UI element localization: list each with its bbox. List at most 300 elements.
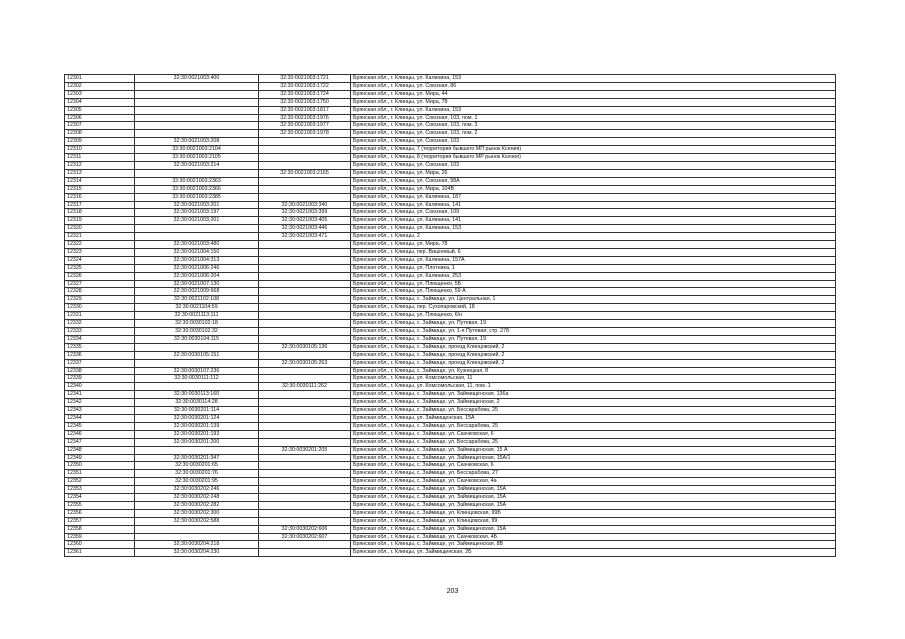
building-cadastral-number-cell bbox=[259, 494, 351, 502]
table-row bbox=[65, 399, 836, 407]
land-cadastral-number-cell: 32:30:0030201:139 bbox=[135, 422, 259, 430]
row-number-cell: 12346 bbox=[65, 430, 135, 438]
land-cadastral-number-cell: 32:30:0030202:588 bbox=[135, 517, 259, 525]
building-cadastral-number-cell bbox=[259, 454, 351, 462]
land-cadastral-number-cell bbox=[135, 130, 259, 138]
table-row bbox=[65, 225, 836, 233]
building-cadastral-number-cell bbox=[259, 248, 351, 256]
row-number-cell: 12335 bbox=[65, 343, 135, 351]
table-row bbox=[65, 280, 836, 288]
land-cadastral-number-cell bbox=[135, 525, 259, 533]
table-row bbox=[65, 177, 836, 185]
land-cadastral-number-cell: 32:30:0030201:124 bbox=[135, 414, 259, 422]
row-number-cell: 12334 bbox=[65, 335, 135, 343]
row-number-cell: 12352 bbox=[65, 478, 135, 486]
building-cadastral-number-cell bbox=[259, 470, 351, 478]
land-cadastral-number-cell: 32:30:0030201:200 bbox=[135, 438, 259, 446]
building-cadastral-number-cell bbox=[259, 335, 351, 343]
table-row bbox=[65, 304, 836, 312]
land-cadastral-number-cell: 32:30:0030204:230 bbox=[135, 549, 259, 557]
table-row bbox=[65, 446, 836, 454]
address-cell: Брянская обл., г. Клинцы, ул. Плющенко, 59 А bbox=[351, 288, 836, 296]
land-cadastral-number-cell: 32:30:0021113:111 bbox=[135, 312, 259, 320]
table-row bbox=[65, 375, 836, 383]
table-row bbox=[65, 414, 836, 422]
building-cadastral-number-cell bbox=[259, 280, 351, 288]
table-row bbox=[65, 122, 836, 130]
land-cadastral-number-cell: 32:30:0021004:313 bbox=[135, 256, 259, 264]
address-cell: Брянская обл., г. Клинцы, с. Займище, ул. Центральная, 1 bbox=[351, 296, 836, 304]
address-cell: Брянская обл., г. Клинцы, ул. Союзная, 103, пом. 1 bbox=[351, 114, 836, 122]
row-number-cell: 12308 bbox=[65, 130, 135, 138]
building-cadastral-number-cell bbox=[259, 407, 351, 415]
row-number-cell: 12329 bbox=[65, 296, 135, 304]
address-cell: Брянская обл., г. Клинцы, ул. Плющенко, 6/н bbox=[351, 312, 836, 320]
table-row bbox=[65, 470, 836, 478]
address-cell: Брянская обл., г. Клинцы, с. Займище, ул. Скачковская, 4а bbox=[351, 478, 836, 486]
land-cadastral-number-cell bbox=[135, 106, 259, 114]
row-number-cell: 12336 bbox=[65, 351, 135, 359]
table-row bbox=[65, 154, 836, 162]
row-number-cell: 12310 bbox=[65, 146, 135, 154]
land-cadastral-number-cell: 32:30:0021104:59 bbox=[135, 304, 259, 312]
table-row bbox=[65, 90, 836, 98]
address-cell: Брянская обл., г. Клинцы, ул. Мира, 78 bbox=[351, 98, 836, 106]
address-cell: Брянская обл., г. Клинцы, с. Займище, ул. Бессарабова, 25 bbox=[351, 422, 836, 430]
row-number-cell: 12302 bbox=[65, 82, 135, 90]
table-row bbox=[65, 533, 836, 541]
land-cadastral-number-cell: 32:30:0030111:112 bbox=[135, 375, 259, 383]
row-number-cell: 12307 bbox=[65, 122, 135, 130]
building-cadastral-number-cell bbox=[259, 272, 351, 280]
address-cell: Брянская обл., г. Клинцы, ул. Мира, 44 bbox=[351, 90, 836, 98]
table-row bbox=[65, 82, 836, 90]
table-row bbox=[65, 359, 836, 367]
address-cell: Брянская обл., г. Клинцы, с. Займище, ул. Кузнецкая, 8 bbox=[351, 367, 836, 375]
land-cadastral-number-cell: 32:30:0021003:2385 bbox=[135, 193, 259, 201]
address-cell: Брянская обл., г. Клинцы, ул. Мира, 26 bbox=[351, 169, 836, 177]
row-number-cell: 12360 bbox=[65, 541, 135, 549]
address-cell: Брянская обл., г. Клинцы, ул. Калинина, 141 bbox=[351, 217, 836, 225]
building-cadastral-number-cell bbox=[259, 185, 351, 193]
address-cell: Брянская обл., г. Клинцы, пер. Вишневый, 6 bbox=[351, 248, 836, 256]
table-row bbox=[65, 256, 836, 264]
building-cadastral-number-cell: 32:30:0030105:136 bbox=[259, 343, 351, 351]
land-cadastral-number-cell: 32:30:0030201:114 bbox=[135, 407, 259, 415]
building-cadastral-number-cell: 32:30:0021003:399 bbox=[259, 209, 351, 217]
building-cadastral-number-cell bbox=[259, 304, 351, 312]
address-cell: Брянская обл., г. Клинцы, ул. Калинина, 253 bbox=[351, 272, 836, 280]
building-cadastral-number-cell bbox=[259, 351, 351, 359]
row-number-cell: 12356 bbox=[65, 509, 135, 517]
address-cell: Брянская обл., г. Клинцы, ул. Калинина, 187 bbox=[351, 193, 836, 201]
table-row bbox=[65, 201, 836, 209]
address-cell: Брянская обл., г. Клинцы, ул. Займищенская, 2Б bbox=[351, 549, 836, 557]
land-cadastral-number-cell: 32:30:0021003:201 bbox=[135, 201, 259, 209]
row-number-cell: 12344 bbox=[65, 414, 135, 422]
land-cadastral-number-cell bbox=[135, 233, 259, 241]
address-cell: Брянская обл., г. Клинцы, с. Займище, ул. 1-я Путевая, стр. 27Б bbox=[351, 328, 836, 336]
row-number-cell: 12328 bbox=[65, 288, 135, 296]
land-cadastral-number-cell: 32:30:0030113:160 bbox=[135, 391, 259, 399]
table-row bbox=[65, 209, 836, 217]
building-cadastral-number-cell: 32:30:0021003:1817 bbox=[259, 106, 351, 114]
building-cadastral-number-cell bbox=[259, 193, 351, 201]
land-cadastral-number-cell: 32:30:0021003:480 bbox=[135, 241, 259, 249]
table-row bbox=[65, 217, 836, 225]
address-cell: Брянская обл., г. Клинцы, 7 (территория бывшего МП рынок Ксения) bbox=[351, 146, 836, 154]
address-cell: Брянская обл., г. Клинцы, с. Займище, ул. Бессарабова, 25 bbox=[351, 407, 836, 415]
building-cadastral-number-cell bbox=[259, 501, 351, 509]
table-row bbox=[65, 343, 836, 351]
table-row bbox=[65, 335, 836, 343]
land-cadastral-number-cell bbox=[135, 446, 259, 454]
row-number-cell: 12351 bbox=[65, 470, 135, 478]
row-number-cell: 12312 bbox=[65, 161, 135, 169]
address-cell: Брянская обл., г. Клинцы, ул. Союзная, 98А bbox=[351, 177, 836, 185]
address-cell: Брянская обл., г. Клинцы, с. Займище, ул. Займищенская, 8В bbox=[351, 541, 836, 549]
address-cell: Брянская обл., г. Клинцы, с. Займище, ул. Скачковская, 6 bbox=[351, 462, 836, 470]
address-cell: Брянская обл., г. Клинцы, с. Займище, ул. Путевая, 19 bbox=[351, 320, 836, 328]
table-row bbox=[65, 462, 836, 470]
land-cadastral-number-cell: 32:30:0021003:400 bbox=[135, 75, 259, 83]
building-cadastral-number-cell bbox=[259, 375, 351, 383]
table-row bbox=[65, 494, 836, 502]
row-number-cell: 12325 bbox=[65, 264, 135, 272]
row-number-cell: 12331 bbox=[65, 312, 135, 320]
row-number-cell: 12343 bbox=[65, 407, 135, 415]
table-row bbox=[65, 75, 836, 83]
land-cadastral-number-cell: 32:30:0030202:282 bbox=[135, 501, 259, 509]
address-cell: Брянская обл., г. Клинцы, с. Займище, ул. Займищенская, 136а bbox=[351, 391, 836, 399]
address-cell: Брянская обл., г. Клинцы, пер. Сухопаровский, 18 bbox=[351, 304, 836, 312]
land-cadastral-number-cell: 32:30:0021009:668 bbox=[135, 288, 259, 296]
row-number-cell: 12359 bbox=[65, 533, 135, 541]
land-cadastral-number-cell: 32:30:0030201:76 bbox=[135, 470, 259, 478]
row-number-cell: 12354 bbox=[65, 494, 135, 502]
address-cell: Брянская обл., г. Клинцы, с. Займище, ул. Бессарабова, 25 bbox=[351, 438, 836, 446]
address-cell: Брянская обл., г. Клинцы, с. Займище, проезд Клинцовский, 2 bbox=[351, 343, 836, 351]
land-cadastral-number-cell: 32:30:0021006:204 bbox=[135, 272, 259, 280]
row-number-cell: 12355 bbox=[65, 501, 135, 509]
row-number-cell: 12311 bbox=[65, 154, 135, 162]
building-cadastral-number-cell bbox=[259, 430, 351, 438]
address-cell: Брянская обл., г. Клинцы, ул. Союзная, 103 bbox=[351, 161, 836, 169]
land-cadastral-number-cell: 32:30:0021003:201 bbox=[135, 217, 259, 225]
row-number-cell: 12342 bbox=[65, 399, 135, 407]
address-cell: Брянская обл., г. Клинцы, ул. Мира, 78 bbox=[351, 241, 836, 249]
address-cell: Брянская обл., г. Клинцы, ул. Займищенская, 15А bbox=[351, 414, 836, 422]
table-row bbox=[65, 312, 836, 320]
building-cadastral-number-cell bbox=[259, 312, 351, 320]
address-cell: Брянская обл., г. Клинцы, ул. Плотника, 1 bbox=[351, 264, 836, 272]
land-cadastral-number-cell: 32:30:0021003:2104 bbox=[135, 146, 259, 154]
land-cadastral-number-cell bbox=[135, 169, 259, 177]
address-cell: Брянская обл., г. Клинцы, с. Займище, проезд Клинцовский, 2 bbox=[351, 359, 836, 367]
building-cadastral-number-cell bbox=[259, 154, 351, 162]
building-cadastral-number-cell bbox=[259, 256, 351, 264]
table-row bbox=[65, 407, 836, 415]
table-row bbox=[65, 383, 836, 391]
table-row bbox=[65, 549, 836, 557]
row-number-cell: 12333 bbox=[65, 328, 135, 336]
table-row bbox=[65, 501, 836, 509]
row-number-cell: 12327 bbox=[65, 280, 135, 288]
table-row bbox=[65, 114, 836, 122]
table-row bbox=[65, 233, 836, 241]
building-cadastral-number-cell: 32:30:0021003:405 bbox=[259, 217, 351, 225]
row-number-cell: 12322 bbox=[65, 241, 135, 249]
building-cadastral-number-cell: 32:30:0021003:1976 bbox=[259, 114, 351, 122]
land-cadastral-number-cell bbox=[135, 114, 259, 122]
row-number-cell: 12301 bbox=[65, 75, 135, 83]
row-number-cell: 12320 bbox=[65, 225, 135, 233]
row-number-cell: 12317 bbox=[65, 201, 135, 209]
page-number: 203 bbox=[446, 588, 459, 595]
address-cell: Брянская обл., г. Клинцы, ул. Калинина, 141 bbox=[351, 201, 836, 209]
address-cell: Брянская обл., г. Клинцы, с. Займище, ул. Займищенская, 15А bbox=[351, 486, 836, 494]
row-number-cell: 12318 bbox=[65, 209, 135, 217]
building-cadastral-number-cell: 32:30:0021003:1722 bbox=[259, 82, 351, 90]
address-cell: Брянская обл., г. Клинцы, 2 bbox=[351, 233, 836, 241]
row-number-cell: 12345 bbox=[65, 422, 135, 430]
address-cell: Брянская обл., г. Клинцы, с. Займище, ул. Займищенская, 15А bbox=[351, 501, 836, 509]
land-cadastral-number-cell: 32:30:0021007:130 bbox=[135, 280, 259, 288]
table-row bbox=[65, 272, 836, 280]
address-cell: Брянская обл., г. Клинцы, ул. Союзная, 103 bbox=[351, 138, 836, 146]
address-cell: Брянская обл., г. Клинцы, ул. Плющенко, 5Б bbox=[351, 280, 836, 288]
address-cell: Брянская обл., г. Клинцы, ул. Мира, 104В bbox=[351, 185, 836, 193]
table-row bbox=[65, 296, 836, 304]
building-cadastral-number-cell bbox=[259, 478, 351, 486]
table-row bbox=[65, 146, 836, 154]
building-cadastral-number-cell bbox=[259, 391, 351, 399]
land-cadastral-number-cell: 32:30:0021102:108 bbox=[135, 296, 259, 304]
row-number-cell: 12339 bbox=[65, 375, 135, 383]
address-cell: Брянская обл., г. Клинцы, с. Займище, ул. Бессарабова, 27 bbox=[351, 470, 836, 478]
row-number-cell: 12332 bbox=[65, 320, 135, 328]
address-cell: Брянская обл., г. Клинцы, ул. Калинина, 157А bbox=[351, 256, 836, 264]
address-cell: Брянская обл., г. Клинцы, с. Займище, ул. Займищенская, 2 bbox=[351, 399, 836, 407]
row-number-cell: 12309 bbox=[65, 138, 135, 146]
land-cadastral-number-cell: 32:30:0030202:300 bbox=[135, 509, 259, 517]
row-number-cell: 12357 bbox=[65, 517, 135, 525]
address-cell: Брянская обл., г. Клинцы, ул. Комсомольская, 11, пом. 1 bbox=[351, 383, 836, 391]
table-row bbox=[65, 541, 836, 549]
land-cadastral-number-cell bbox=[135, 90, 259, 98]
building-cadastral-number-cell: 32:30:0021003:340 bbox=[259, 201, 351, 209]
table-row bbox=[65, 328, 836, 336]
building-cadastral-number-cell: 32:30:0030202:607 bbox=[259, 533, 351, 541]
address-cell: Брянская обл., г. Клинцы, с. Займище, ул. Клинцовская, 99 bbox=[351, 517, 836, 525]
table-row bbox=[65, 525, 836, 533]
row-number-cell: 12324 bbox=[65, 256, 135, 264]
row-number-cell: 12348 bbox=[65, 446, 135, 454]
address-cell: Брянская обл., г. Клинцы, ул. Калинина, 153 bbox=[351, 75, 836, 83]
building-cadastral-number-cell bbox=[259, 549, 351, 557]
table-row bbox=[65, 264, 836, 272]
land-cadastral-number-cell: 32:30:0030202:246 bbox=[135, 486, 259, 494]
building-cadastral-number-cell: 32:30:0030201:205 bbox=[259, 446, 351, 454]
address-cell: Брянская обл., г. Клинцы, с. Займище, проезд Клинцовский, 2 bbox=[351, 351, 836, 359]
address-cell: Брянская обл., г. Клинцы, ул. Союзная, 109 bbox=[351, 209, 836, 217]
building-cadastral-number-cell bbox=[259, 161, 351, 169]
building-cadastral-number-cell bbox=[259, 264, 351, 272]
land-cadastral-number-cell: 32:30:0030201:65 bbox=[135, 462, 259, 470]
building-cadastral-number-cell bbox=[259, 320, 351, 328]
row-number-cell: 12303 bbox=[65, 90, 135, 98]
row-number-cell: 12326 bbox=[65, 272, 135, 280]
building-cadastral-number-cell: 32:30:0021003:2165 bbox=[259, 169, 351, 177]
land-cadastral-number-cell: 32:30:0030104:115 bbox=[135, 335, 259, 343]
land-cadastral-number-cell: 32:30:0021003:2105 bbox=[135, 154, 259, 162]
land-cadastral-number-cell: 32:30:0030107:236 bbox=[135, 367, 259, 375]
table-row bbox=[65, 98, 836, 106]
row-number-cell: 12341 bbox=[65, 391, 135, 399]
land-cadastral-number-cell bbox=[135, 225, 259, 233]
address-cell: Брянская обл., г. Клинцы, ул. Калинина, 153 bbox=[351, 225, 836, 233]
land-cadastral-number-cell: 32:30:0021003:208 bbox=[135, 138, 259, 146]
row-number-cell: 12330 bbox=[65, 304, 135, 312]
address-cell: Брянская обл., г. Клинцы, с. Займище, ул. Клинцовская, 99Б bbox=[351, 509, 836, 517]
row-number-cell: 12347 bbox=[65, 438, 135, 446]
address-cell: Брянская обл., г. Клинцы, с. Займище, ул. Займищенская, 15А bbox=[351, 525, 836, 533]
land-cadastral-number-cell bbox=[135, 98, 259, 106]
building-cadastral-number-cell: 32:30:0021003:471 bbox=[259, 233, 351, 241]
table-row bbox=[65, 161, 836, 169]
land-cadastral-number-cell: 32:30:0021003:2366 bbox=[135, 185, 259, 193]
registry-table-body bbox=[65, 75, 836, 557]
address-cell: Брянская обл., г. Клинцы, с. Займище, ул. Скачковская, 4Б bbox=[351, 533, 836, 541]
land-cadastral-number-cell: 32:30:0021003:2363 bbox=[135, 177, 259, 185]
building-cadastral-number-cell: 32:30:0021003:1750 bbox=[259, 98, 351, 106]
row-number-cell: 12319 bbox=[65, 217, 135, 225]
row-number-cell: 12340 bbox=[65, 383, 135, 391]
row-number-cell: 12361 bbox=[65, 549, 135, 557]
table-row bbox=[65, 248, 836, 256]
building-cadastral-number-cell: 32:30:0021003:1724 bbox=[259, 90, 351, 98]
table-row bbox=[65, 241, 836, 249]
building-cadastral-number-cell bbox=[259, 541, 351, 549]
building-cadastral-number-cell: 32:30:0021003:1977 bbox=[259, 122, 351, 130]
land-cadastral-number-cell bbox=[135, 122, 259, 130]
registry-table bbox=[64, 74, 836, 557]
table-row bbox=[65, 130, 836, 138]
table-row bbox=[65, 438, 836, 446]
row-number-cell: 12353 bbox=[65, 486, 135, 494]
building-cadastral-number-cell bbox=[259, 241, 351, 249]
row-number-cell: 12321 bbox=[65, 233, 135, 241]
building-cadastral-number-cell bbox=[259, 288, 351, 296]
address-cell: Брянская обл., г. Клинцы, 8 (территория бывшего МР рынок Ксения) bbox=[351, 154, 836, 162]
land-cadastral-number-cell: 32:30:0030201:193 bbox=[135, 430, 259, 438]
building-cadastral-number-cell bbox=[259, 367, 351, 375]
table-row bbox=[65, 169, 836, 177]
row-number-cell: 12337 bbox=[65, 359, 135, 367]
building-cadastral-number-cell bbox=[259, 414, 351, 422]
table-row bbox=[65, 138, 836, 146]
land-cadastral-number-cell: 32:30:0030105:151 bbox=[135, 351, 259, 359]
land-cadastral-number-cell bbox=[135, 343, 259, 351]
table-row bbox=[65, 367, 836, 375]
land-cadastral-number-cell: 32:30:0030102:32 bbox=[135, 328, 259, 336]
building-cadastral-number-cell: 32:30:0021003:1978 bbox=[259, 130, 351, 138]
address-cell: Брянская обл., г. Клинцы, с. Займище, ул. Займищенская, 15 А bbox=[351, 446, 836, 454]
row-number-cell: 12313 bbox=[65, 169, 135, 177]
row-number-cell: 12350 bbox=[65, 462, 135, 470]
table-row bbox=[65, 288, 836, 296]
row-number-cell: 12349 bbox=[65, 454, 135, 462]
building-cadastral-number-cell: 32:30:0021003:1721 bbox=[259, 75, 351, 83]
address-cell: Брянская обл., г. Клинцы, ул. Союзная, 103, пом. 2 bbox=[351, 130, 836, 138]
building-cadastral-number-cell bbox=[259, 399, 351, 407]
table-row bbox=[65, 517, 836, 525]
address-cell: Брянская обл., г. Клинцы, ул. Калинина, 153 bbox=[351, 106, 836, 114]
building-cadastral-number-cell: 32:30:0030111:262 bbox=[259, 383, 351, 391]
land-cadastral-number-cell: 32:30:0030201:95 bbox=[135, 478, 259, 486]
table-row bbox=[65, 478, 836, 486]
land-cadastral-number-cell bbox=[135, 533, 259, 541]
table-row bbox=[65, 509, 836, 517]
row-number-cell: 12306 bbox=[65, 114, 135, 122]
land-cadastral-number-cell: 32:30:0021003:214 bbox=[135, 161, 259, 169]
building-cadastral-number-cell: 32:30:0030105:263 bbox=[259, 359, 351, 367]
row-number-cell: 12304 bbox=[65, 98, 135, 106]
table-row bbox=[65, 486, 836, 494]
building-cadastral-number-cell bbox=[259, 328, 351, 336]
land-cadastral-number-cell: 32:30:0030201:347 bbox=[135, 454, 259, 462]
building-cadastral-number-cell bbox=[259, 138, 351, 146]
land-cadastral-number-cell: 32:30:0021006:246 bbox=[135, 264, 259, 272]
table-row bbox=[65, 106, 836, 114]
table-row bbox=[65, 320, 836, 328]
table-row bbox=[65, 193, 836, 201]
address-cell: Брянская обл., г. Клинцы, ул. Союзная, 103, пом. 3 bbox=[351, 122, 836, 130]
building-cadastral-number-cell bbox=[259, 177, 351, 185]
building-cadastral-number-cell: 32:30:0030202:606 bbox=[259, 525, 351, 533]
land-cadastral-number-cell: 32:30:0030102:18 bbox=[135, 320, 259, 328]
building-cadastral-number-cell bbox=[259, 486, 351, 494]
address-cell: Брянская обл., г. Клинцы, с. Займище, ул. Займищенская, 15А bbox=[351, 494, 836, 502]
building-cadastral-number-cell bbox=[259, 146, 351, 154]
table-row bbox=[65, 391, 836, 399]
building-cadastral-number-cell bbox=[259, 517, 351, 525]
table-row bbox=[65, 422, 836, 430]
row-number-cell: 12358 bbox=[65, 525, 135, 533]
row-number-cell: 12323 bbox=[65, 248, 135, 256]
address-cell: Брянская обл., г. Клинцы, ул. Комсомольская, 11 bbox=[351, 375, 836, 383]
table-row bbox=[65, 454, 836, 462]
row-number-cell: 12314 bbox=[65, 177, 135, 185]
address-cell: Брянская обл., г. Клинцы, с. Займище, ул. Путевая, 19 bbox=[351, 335, 836, 343]
address-cell: Брянская обл., г. Клинцы, ул. Союзная, 86 bbox=[351, 82, 836, 90]
land-cadastral-number-cell bbox=[135, 82, 259, 90]
building-cadastral-number-cell bbox=[259, 509, 351, 517]
building-cadastral-number-cell bbox=[259, 438, 351, 446]
land-cadastral-number-cell: 32:30:0030204:218 bbox=[135, 541, 259, 549]
address-cell: Брянская обл., г. Клинцы, с. Займище, ул. Займищенская, 15А/1 bbox=[351, 454, 836, 462]
table-row bbox=[65, 430, 836, 438]
land-cadastral-number-cell bbox=[135, 383, 259, 391]
land-cadastral-number-cell: 32:30:0021004:150 bbox=[135, 248, 259, 256]
building-cadastral-number-cell bbox=[259, 422, 351, 430]
building-cadastral-number-cell bbox=[259, 296, 351, 304]
row-number-cell: 12338 bbox=[65, 367, 135, 375]
building-cadastral-number-cell bbox=[259, 462, 351, 470]
row-number-cell: 12305 bbox=[65, 106, 135, 114]
row-number-cell: 12315 bbox=[65, 185, 135, 193]
land-cadastral-number-cell: 32:30:0030202:248 bbox=[135, 494, 259, 502]
